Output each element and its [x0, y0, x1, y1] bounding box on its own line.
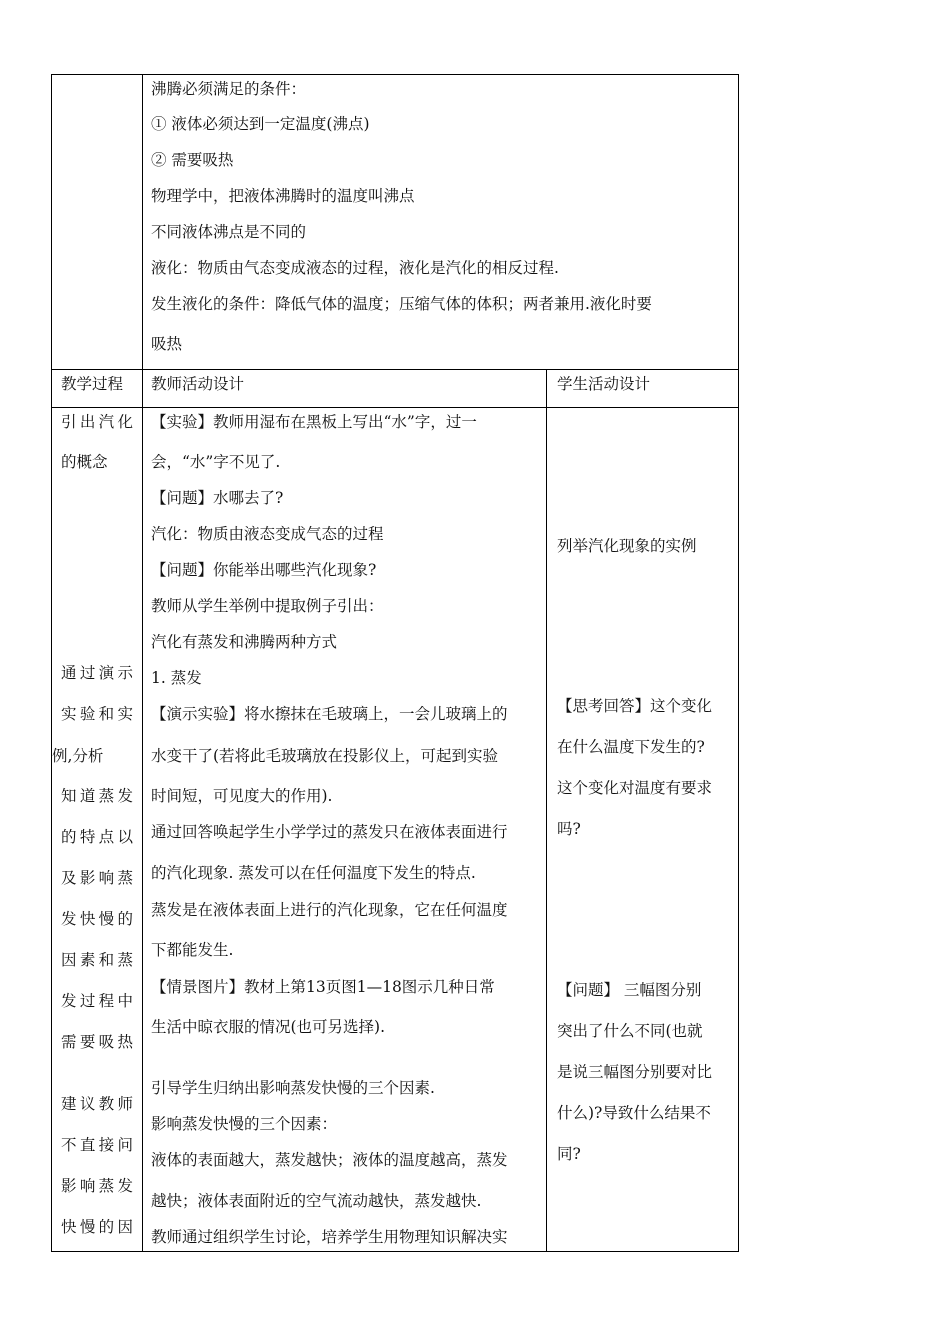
student-line: 【思考回答】这个变化: [557, 697, 713, 715]
student-line: 什么)?导致什么结果不: [557, 1104, 711, 1122]
teacher-line: 下都能发生.: [151, 941, 234, 959]
teacher-line: 时间短，可见度大的作用).: [151, 787, 333, 805]
top-line: ① 液体必须达到一定温度(沸点): [151, 115, 370, 133]
process-line: 知道蒸发: [61, 787, 133, 805]
teacher-line: 【情景图片】教材上第13页图1—18图示几种日常: [151, 978, 495, 996]
student-line: 是说三幅图分别要对比: [557, 1063, 713, 1081]
teacher-line: 【问题】水哪去了?: [151, 489, 284, 507]
process-line: 发快慢的: [61, 910, 133, 928]
process-line: 引出汽化: [61, 413, 133, 431]
teacher-line: 1. 蒸发: [151, 669, 202, 687]
top-line: ② 需要吸热: [151, 151, 234, 169]
header-teacher: 教师活动设计: [151, 375, 245, 393]
teacher-line: 汽化：物质由液态变成气态的过程: [151, 525, 384, 543]
teacher-line: 通过回答唤起学生小学学过的蒸发只在液体表面进行: [151, 823, 508, 841]
process-line: 因素和蒸: [61, 951, 133, 969]
process-line: 影响蒸发: [61, 1177, 133, 1195]
process-line: 快慢的因: [61, 1218, 133, 1236]
student-line: 突出了什么不同(也就: [557, 1022, 703, 1040]
teacher-line: 【问题】你能举出哪些汽化现象?: [151, 561, 377, 579]
teacher-line: 会，“水”字不见了.: [151, 453, 281, 471]
table-row-divider-1: [51, 369, 739, 370]
teacher-line: 汽化有蒸发和沸腾两种方式: [151, 633, 338, 651]
teacher-line: 【演示实验】将水擦抹在毛玻璃上，一会儿玻璃上的: [151, 705, 508, 723]
student-line: 同?: [557, 1145, 581, 1163]
teacher-line: 影响蒸发快慢的三个因素：: [151, 1115, 338, 1133]
process-line: 实验和实: [61, 705, 133, 723]
process-line: 发过程中: [61, 992, 133, 1010]
teacher-line: 教师从学生举例中提取例子引出：: [151, 597, 384, 615]
process-line: 及影响蒸: [61, 869, 133, 887]
top-line: 沸腾必须满足的条件：: [151, 80, 307, 98]
top-line: 液化：物质由气态变成液态的过程，液化是汽化的相反过程.: [151, 259, 559, 277]
teacher-line: 【实验】教师用湿布在黑板上写出“水”字，过一: [151, 413, 477, 431]
student-line: 列举汽化现象的实例: [557, 537, 697, 555]
process-line: 建议教师: [61, 1095, 133, 1113]
header-process: 教学过程: [61, 375, 124, 393]
teacher-line: 液体的表面越大，蒸发越快；液体的温度越高，蒸发: [151, 1151, 508, 1169]
student-line: 吗?: [557, 820, 581, 838]
top-line: 物理学中，把液体沸腾时的温度叫沸点: [151, 187, 415, 205]
process-line: 需要吸热: [61, 1033, 133, 1051]
process-line: 通过演示: [61, 664, 133, 682]
teacher-line: 生活中晾衣服的情况(也可另选择).: [151, 1018, 386, 1036]
top-line: 不同液体沸点是不同的: [151, 223, 307, 241]
teacher-line: 越快；液体表面附近的空气流动越快，蒸发越快.: [151, 1192, 482, 1210]
header-student: 学生活动设计: [557, 375, 651, 393]
teacher-line: 蒸发是在液体表面上进行的汽化现象，它在任何温度: [151, 901, 508, 919]
table-col-divider-2: [546, 369, 547, 1252]
teacher-line: 的汽化现象. 蒸发可以在任何温度下发生的特点.: [151, 864, 476, 882]
process-line: 的特点以: [61, 828, 133, 846]
top-line: 吸热: [151, 335, 183, 353]
student-line: 这个变化对温度有要求: [557, 779, 713, 797]
process-line: 的概念: [61, 453, 108, 471]
student-line: 在什么温度下发生的?: [557, 738, 705, 756]
teacher-line: 引导学生归纳出影响蒸发快慢的三个因素.: [151, 1079, 435, 1097]
process-line: 例,分析: [52, 747, 104, 765]
teacher-line: 教师通过组织学生讨论，培养学生用物理知识解决实: [151, 1228, 508, 1246]
teacher-line: 水变干了(若将此毛玻璃放在投影仪上，可起到实验: [151, 747, 499, 765]
process-line: 不直接问: [61, 1136, 133, 1154]
top-line: 发生液化的条件：降低气体的温度；压缩气体的体积；两者兼用.液化时要: [151, 295, 652, 313]
table-row-divider-2: [51, 407, 739, 408]
student-line: 【问题】 三幅图分别: [557, 981, 702, 999]
table-col-divider-1: [142, 74, 143, 1252]
